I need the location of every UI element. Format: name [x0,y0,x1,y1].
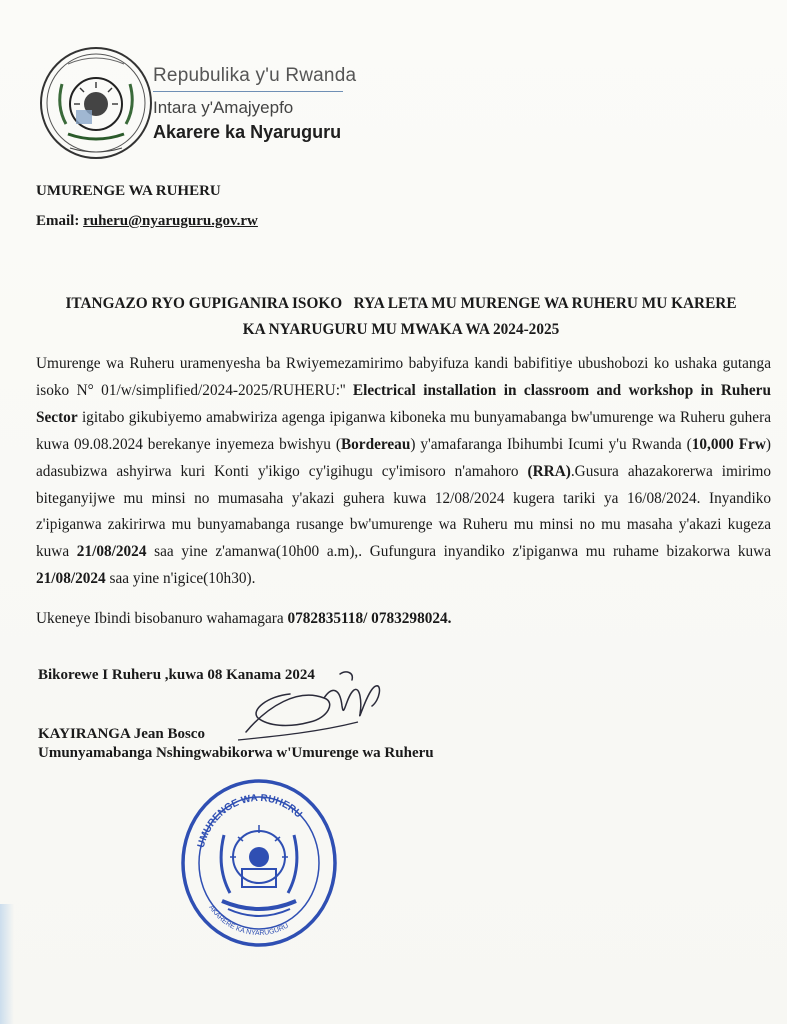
body-text-2: igitabo gikubiyemo amabwiriza agenga ipiganwa kiboneka mu bunyamabanga bw'umurenge wa Ruheru guhera kuwa 09.08.2024 berekanye inyemeza bwishyu ( [36,408,771,453]
letterhead-rule [153,91,343,92]
email-link[interactable]: ruheru@nyaruguru.gov.rw [83,213,258,229]
body-text-1: Umurenge wa Ruheru uramenyesha ba Rwiyemezamirimo babyifuza kandi babifitiye ubushobozi ko ushaka gutanga isoko N° 01/w/simplified/2024-2025/RUHERU:'' [36,355,771,399]
body-bold-4: (RRA) [527,462,571,480]
email-line [36,213,258,230]
body-bold-6: 21/08/2024 [36,570,106,588]
body-text-3: ) y'amafaranga Ibihumbi Icumi y'u Rwanda ( [410,435,692,453]
province-name: Intara y'Amajyepfo [153,98,294,117]
body-bold-3: 10,000 Frw [691,435,766,453]
date-line: Bikorewe I Ruheru ,kuwa 08 Kanama 2024 [38,667,315,683]
official-stamp [178,775,340,950]
letterhead [153,62,356,145]
contact-line [36,610,452,628]
body-bold-2: Bordereau [340,435,411,453]
rwanda-emblem-icon [38,44,154,162]
stamp-bottom-text: AKARERE KA NYARUGURU [207,904,290,938]
notice-title [36,291,766,343]
contact-text: Ukeneye Ibindi bisobanuro wahamagara [36,610,288,627]
stamp-top-text: UMURENGE WA RUHERU [195,792,304,850]
svg-text:UMURENGE WA RUHERU [196,793,304,849]
body-text-7: saa yine n'igice(10h30). [105,570,256,588]
email-label: Email: [36,213,84,229]
body-text-4: ) adasubizwa ashyirwa kuri Konti y'ikigo cy'igihugu cy'imisoro n'amahoro [36,435,771,480]
notice-title-line1: ITANGAZO RYO GUPIGANIRA ISOKO RYA LETA MU MURENGE WA RUHERU MU KARERE [65,295,737,312]
signer-name: KAYIRANGA Jean Bosco [38,726,205,742]
body-text-5: .Gusura ahazakorerwa imirimo biteganyijwe mu minsi no mumasaha y'akazi guhera kuwa 12/08/2024 kugera tariki ya 16/08/2024. Inyandiko z'ipiganwa zakirirwa mu bunyamabanga rusange bw'umurenge wa Ruheru mu minsi no mu masaha y'akazi kugeza kuwa [36,462,772,561]
notice-title-line2: KA NYARUGURU MU MWAKA WA 2024-2025 [242,321,560,338]
sector-name: UMURENGE WA RUHERU [36,183,221,199]
contact-phones: 0782835118/ 0783298024. [287,610,452,627]
handwritten-signature [228,666,398,756]
district-name: Akarere ka Nyaruguru [153,122,342,142]
notice-body [36,351,771,593]
body-text-6: saa yine z'amanwa(10h00 a.m),. Gufungura inyandiko z'ipiganwa mu ruhame bizakorwa kuwa [146,543,771,561]
signer-position: Umunyamabanga Nshingwabikorwa w'Umurenge wa Ruheru [38,745,434,761]
body-bold-5: 21/08/2024 [76,543,147,561]
scan-shadow [0,904,14,1024]
body-bold-1: Electrical installation in classroom and workshop in Ruheru Sector [36,381,771,426]
republic-name: Repubulika y'u Rwanda [153,65,357,86]
